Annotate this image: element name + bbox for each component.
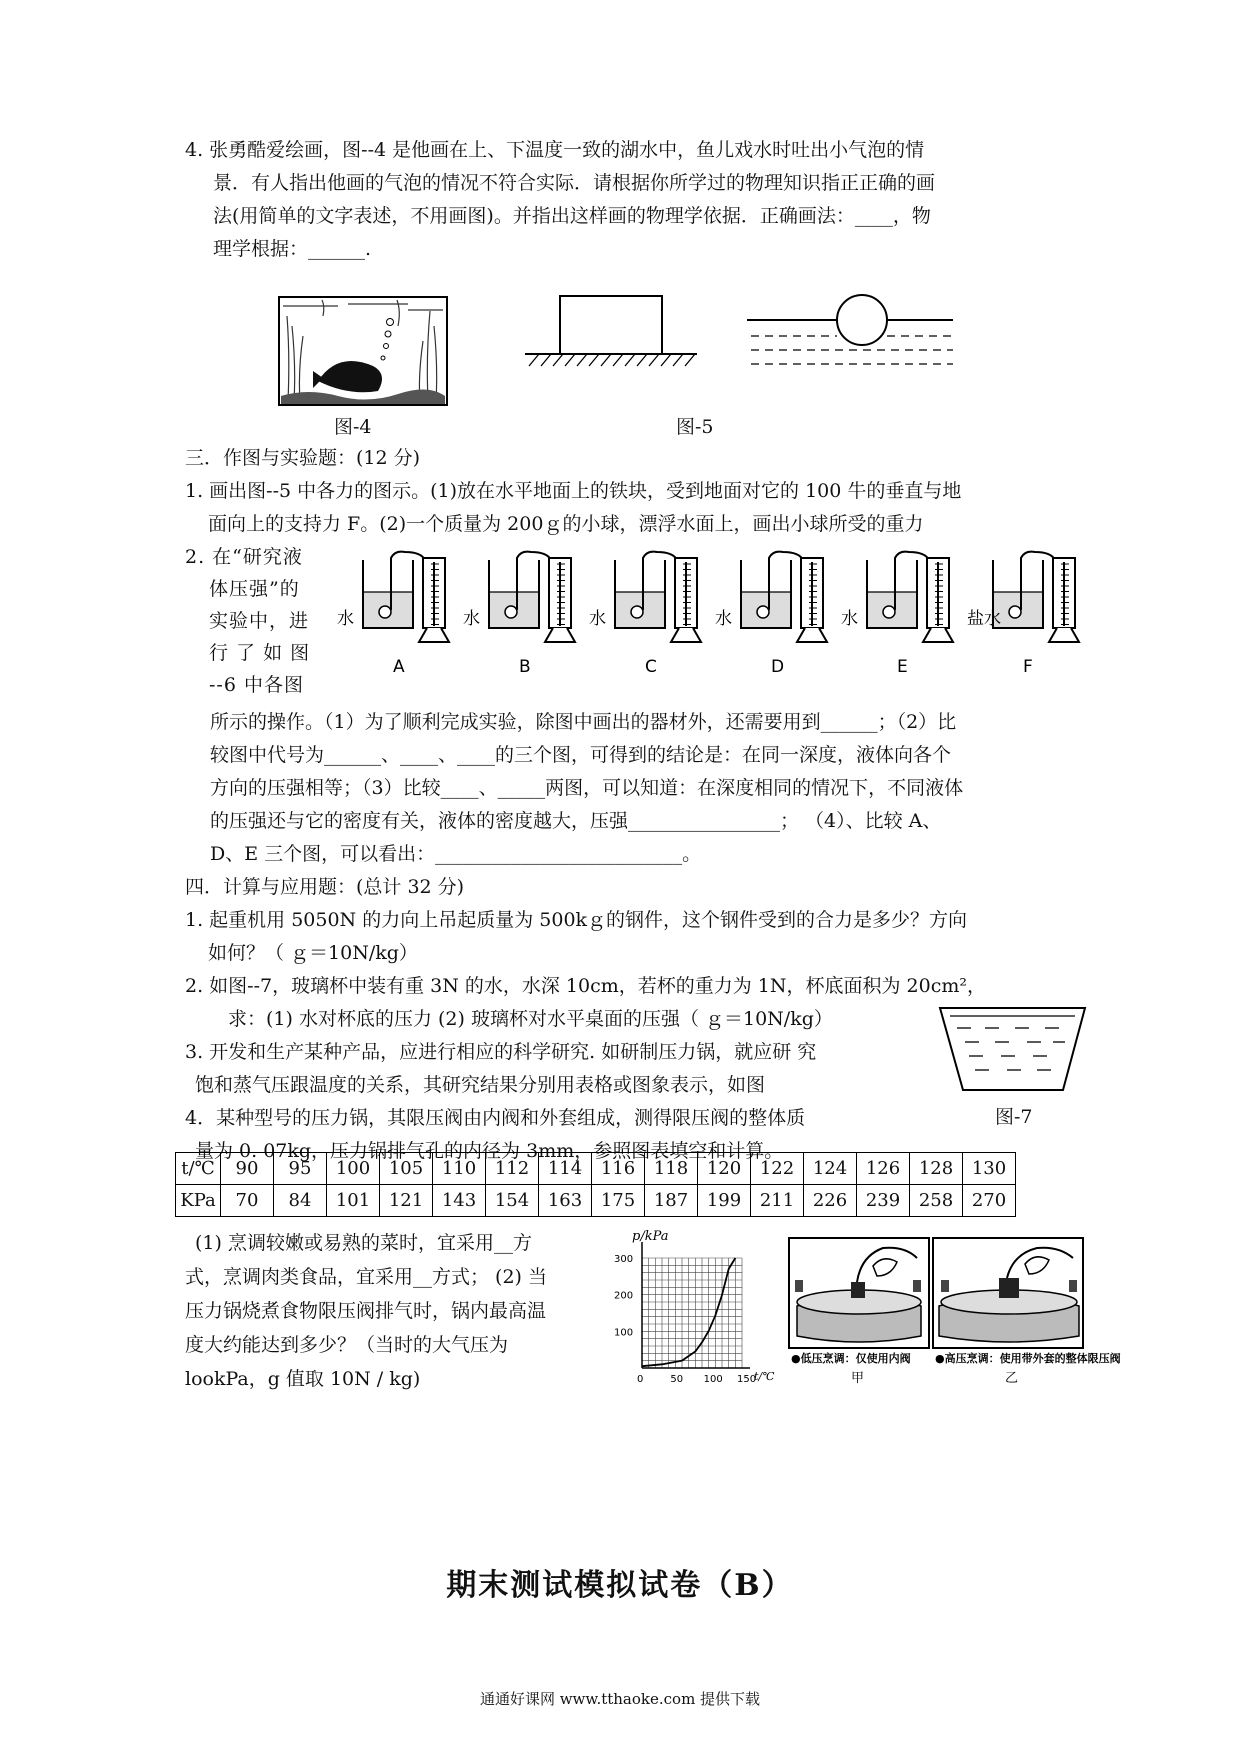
- page-title: 期末测试模拟试卷（B）: [446, 1568, 794, 1603]
- s3-q2-line-3: 方向的压强相等；（3）比较____、_____两图，可以知道：在深度相同的情况下，不同液体: [210, 777, 964, 799]
- table-cell: 199: [698, 1185, 751, 1217]
- chart-x-tick: 150: [737, 1374, 757, 1385]
- s4-q3-line-2: 饱和蒸气压跟温度的关系，其研究结果分别用表格或图象表示，如图: [195, 1074, 766, 1096]
- s3-q2-side-5: --6 中各图: [209, 674, 304, 696]
- table-cell: 175: [592, 1185, 645, 1217]
- s4-q4-sub-2: 式，烹调肉类食品，宜采用__方式； (2) 当: [185, 1266, 547, 1288]
- table-cell: 95: [274, 1153, 327, 1185]
- table-cell: 101: [327, 1185, 380, 1217]
- table-cell: 187: [645, 1185, 698, 1217]
- fig6-panel: [867, 552, 953, 642]
- s4-q4-sub-5: lookPa，g 值取 10N / kg): [185, 1368, 421, 1390]
- fig6-diagram: [335, 548, 1095, 688]
- table-cell: 163: [539, 1185, 592, 1217]
- table-cell: 84: [274, 1185, 327, 1217]
- s4-q4-line-2: 量为 0. 07kg，压力锅排气孔的内径为 3mm，参照图表填空和计算。: [195, 1140, 784, 1162]
- table-cell: 112: [486, 1153, 539, 1185]
- s4-q2-line-2: 求：(1) 水对杯底的压力 (2) 玻璃杯对水平桌面的压强（ ｇ＝10N/kg）: [228, 1008, 833, 1030]
- chart-y-tick: 300: [614, 1254, 634, 1265]
- table-cell: 110: [433, 1153, 486, 1185]
- fig6-liquid-label: 水: [715, 609, 732, 629]
- cooker-right-caption: ●高压烹调：使用带外套的整体限压阀: [935, 1352, 1121, 1365]
- table-cell: 226: [804, 1185, 857, 1217]
- s4-q2-line-1: 2. 如图--7，玻璃杯中装有重 3N 的水，水深 10cm，若杯的重力为 1N，杯底面积为 20cm²，: [185, 975, 987, 997]
- chart-y-tick: 100: [614, 1327, 634, 1339]
- cooker-right-label: 乙: [1005, 1371, 1019, 1386]
- table-cell: 143: [433, 1185, 486, 1217]
- pressure-temperature-table: [175, 1152, 1016, 1217]
- fig4-label: 图-4: [334, 416, 372, 438]
- fig5-diagram: [515, 290, 955, 390]
- table-cell: 100: [327, 1153, 380, 1185]
- vapor-pressure-chart: [612, 1228, 787, 1390]
- fig6-panel: [615, 552, 701, 642]
- fig7-label: 图-7: [995, 1106, 1033, 1128]
- s3-q1-line-1: 1. 画出图--5 中各力的图示。(1)放在水平地面上的铁块，受到地面对它的 100 牛的垂直与地: [185, 480, 962, 502]
- fig6-panel: [993, 552, 1079, 642]
- fig6-panel-label: F: [1023, 657, 1033, 677]
- table-cell: 122: [751, 1153, 804, 1185]
- fig6-liquid-label: 水: [337, 609, 354, 629]
- fig6-liquid-label: 盐水: [967, 609, 1001, 629]
- s3-q2-side-4: 行 了 如 图: [209, 642, 311, 664]
- table-row-pressure: [176, 1185, 1016, 1217]
- s4-q4-sub-4: 度大约能达到多少？（当时的大气压为: [185, 1334, 509, 1356]
- table-header-temperature: t/℃: [176, 1153, 221, 1185]
- cooker-left-label: 甲: [851, 1371, 865, 1386]
- s3-q2-line-5: D、E 三个图，可以看出：__________________________。: [210, 843, 702, 865]
- chart-y-tick: 200: [614, 1290, 634, 1302]
- s3-q1-line-2: 面向上的支持力 F。(2)一个质量为 200ｇ的小球，漂浮水面上，画出小球所受的重力: [208, 513, 924, 535]
- chart-xlabel: t/℃: [754, 1370, 775, 1383]
- fig6-panel-label: C: [645, 657, 657, 677]
- s4-q1-line-1: 1. 起重机用 5050N 的力向上吊起质量为 500kｇ的钢件，这个钢件受到的合力是多少？方向: [185, 909, 968, 931]
- fig6-panel: [363, 552, 449, 642]
- pressure-cooker-images: [787, 1236, 1121, 1386]
- table-cell: 126: [857, 1153, 910, 1185]
- fig5-label: 图-5: [676, 416, 714, 438]
- s4-q3-line-1: 3. 开发和生产某种产品，应进行相应的科学研究. 如研制压力锅，就应研 究: [185, 1041, 817, 1063]
- chart-ylabel: p/kPa: [632, 1229, 669, 1244]
- s3-q2-line-4: 的压强还与它的密度有关，液体的密度越大，压强________________； （4）、比较 A、: [210, 810, 942, 832]
- table-cell: 258: [910, 1185, 963, 1217]
- q4-line-4: 理学根据：______.: [213, 238, 372, 260]
- section4-heading: 四．计算与应用题：(总计 32 分): [185, 876, 465, 898]
- fig6-panel: [741, 552, 827, 642]
- fig6-panel-label: E: [897, 657, 908, 677]
- s3-q2-side-3: 实验中，进: [209, 610, 310, 632]
- section3-heading: 三．作图与实验题：(12 分): [185, 447, 421, 469]
- table-cell: 154: [486, 1185, 539, 1217]
- cooker-left-caption: ●低压烹调：仅使用内阀: [791, 1352, 911, 1365]
- table-cell: 70: [221, 1185, 274, 1217]
- chart-x-tick: 0: [637, 1374, 644, 1385]
- fig6-panel-label: D: [771, 657, 785, 677]
- table-cell: 118: [645, 1153, 698, 1185]
- table-cell: 128: [910, 1153, 963, 1185]
- s3-q2-side-2: 体压强”的: [209, 578, 300, 600]
- table-cell: 90: [221, 1153, 274, 1185]
- table-cell: 105: [380, 1153, 433, 1185]
- table-cell: 124: [804, 1153, 857, 1185]
- q4-line-3: 法(用简单的文字表述，不用画图)。并指出这样画的物理学依据．正确画法：____，物: [213, 205, 931, 227]
- s4-q4-sub-3: 压力锅烧煮食物限压阀排气时，锅内最高温: [185, 1300, 547, 1322]
- table-cell: 211: [751, 1185, 804, 1217]
- chart-x-tick: 50: [670, 1374, 684, 1385]
- s4-q4-sub-1: (1) 烹调较嫩或易熟的菜时，宜采用__方: [195, 1232, 532, 1254]
- fig6-panel-label: B: [519, 657, 531, 677]
- table-cell: 116: [592, 1153, 645, 1185]
- q4-line-2: 景．有人指出他画的气泡的情况不符合实际．请根据你所学过的物理知识指正正确的画: [213, 172, 936, 194]
- cooker-low-pressure-image: [789, 1238, 929, 1348]
- s4-q1-line-2: 如何？（ ｇ＝10N/kg）: [208, 942, 418, 964]
- s4-q4-line-1: 4．某种型号的压力锅，其限压阀由内阀和外套组成，测得限压阀的整体质: [185, 1107, 806, 1129]
- table-row-temperature: [176, 1153, 1016, 1185]
- footer: 通通好课网 www.tthaoke.com 提供下载: [479, 1690, 761, 1708]
- s3-q2-line-2: 较图中代号为______、____、____的三个图，可得到的结论是：在同一深度，液体向各个: [210, 744, 952, 766]
- q4-line-1: 4. 张勇酷爱绘画，图--4 是他画在上、下温度一致的湖水中，鱼儿戏水时吐出小气泡的情: [185, 139, 925, 161]
- table-cell: 121: [380, 1185, 433, 1217]
- fig4-fish-image: [278, 296, 448, 406]
- chart-x-tick: 100: [703, 1374, 723, 1385]
- fig6-liquid-label: 水: [463, 609, 480, 629]
- cooker-high-pressure-image: [933, 1238, 1083, 1348]
- fig6-liquid-label: 水: [589, 609, 606, 629]
- table-cell: 130: [963, 1153, 1016, 1185]
- table-header-pressure: KPa: [176, 1185, 221, 1217]
- fig6-liquid-label: 水: [841, 609, 858, 629]
- fig6-panel: [489, 552, 575, 642]
- table-cell: 239: [857, 1185, 910, 1217]
- table-cell: 270: [963, 1185, 1016, 1217]
- s3-q2-side-1: 2. 在“研究液: [185, 546, 303, 568]
- table-cell: 120: [698, 1153, 751, 1185]
- s3-q2-line-1: 所示的操作。（1）为了顺利完成实验，除图中画出的器材外，还需要用到______；（2）比: [210, 711, 957, 733]
- fig7-cup-diagram: [935, 1000, 1095, 1100]
- table-cell: 114: [539, 1153, 592, 1185]
- s3-q2-side-text: [185, 541, 311, 701]
- fig6-panel-label: A: [393, 657, 405, 677]
